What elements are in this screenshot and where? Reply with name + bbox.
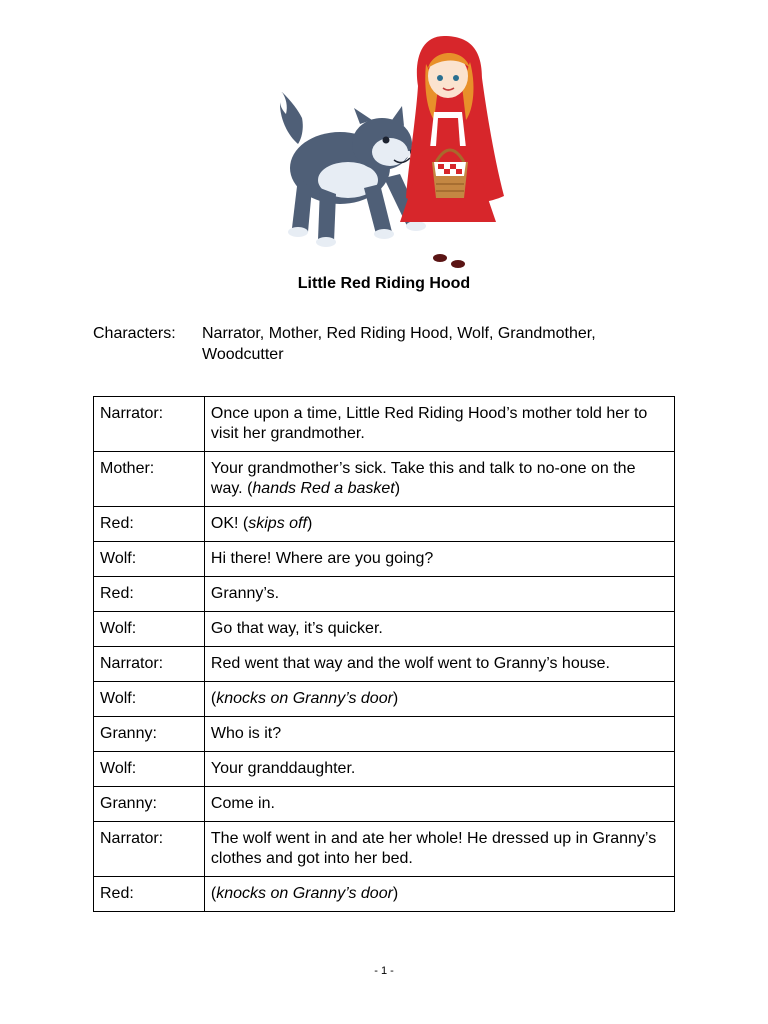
script-row: [94, 752, 675, 787]
dialogue-text: The wolf went in and ate her whole! He dressed up in Granny’s clothes and got into her bed.: [210, 830, 657, 867]
script-row: [94, 877, 675, 912]
speaker-cell: Wolf:: [94, 542, 205, 577]
script-row: [94, 507, 675, 542]
stage-direction: knocks on Granny’s door: [216, 885, 393, 902]
dialogue-cell: [204, 822, 674, 877]
script-row: [94, 682, 675, 717]
dialogue-text: Go that way, it’s quicker.: [210, 620, 383, 637]
speaker-cell: Red:: [94, 877, 205, 912]
page-number: - 1 -: [374, 965, 394, 977]
document-title: Little Red Riding Hood: [297, 275, 471, 292]
stage-direction: knocks on Granny’s door: [216, 690, 393, 707]
dialogue-text: Who is it?: [210, 725, 282, 742]
dialogue-cell: [204, 877, 674, 912]
script-row: [94, 787, 675, 822]
speaker-cell: Narrator:: [94, 397, 205, 452]
dialogue-text: (: [210, 690, 217, 707]
speaker-cell: Red:: [94, 577, 205, 612]
speaker-cell: Wolf:: [94, 752, 205, 787]
story-illustration: [268, 28, 520, 274]
dialogue-text: Come in.: [210, 795, 275, 812]
dialogue-cell: [204, 717, 674, 752]
speaker-cell: Wolf:: [94, 612, 205, 647]
dialogue-text: OK! (: [210, 515, 249, 532]
script-row: [94, 452, 675, 507]
stage-direction: skips off: [248, 515, 307, 532]
script-table: [93, 396, 675, 912]
script-row: [94, 647, 675, 682]
speaker-cell: Wolf:: [94, 682, 205, 717]
script-row: [94, 822, 675, 877]
speaker-cell: Granny:: [94, 787, 205, 822]
speaker-cell: Granny:: [94, 717, 205, 752]
speaker-cell: Mother:: [94, 452, 205, 507]
wolf-icon: [280, 92, 426, 247]
script-row: [94, 612, 675, 647]
dialogue-text: Red went that way and the wolf went to Granny’s house.: [210, 655, 610, 672]
dialogue-text: Once upon a time, Little Red Riding Hood’s mother told her to visit her grandmother.: [210, 405, 648, 442]
red-riding-hood-icon: [400, 36, 504, 268]
speaker-cell: Narrator:: [94, 647, 205, 682]
dialogue-text: ): [306, 515, 313, 532]
dialogue-text: Hi there! Where are you going?: [210, 550, 434, 567]
dialogue-cell: [204, 577, 674, 612]
dialogue-cell: [204, 752, 674, 787]
stage-direction: hands Red a basket: [252, 480, 395, 497]
dialogue-text: ): [394, 480, 401, 497]
characters-list: Narrator, Mother, Red Riding Hood, Wolf, Grandmother, Woodcutter: [202, 325, 596, 363]
script-row: [94, 717, 675, 752]
characters-label: Characters:: [93, 325, 176, 342]
dialogue-text: Your granddaughter.: [210, 760, 356, 777]
script-rows: [94, 397, 675, 912]
dialogue-cell: [204, 452, 674, 507]
dialogue-text: ): [392, 885, 399, 902]
dialogue-cell: [204, 397, 674, 452]
dialogue-text: Granny’s.: [210, 585, 280, 602]
dialogue-text: (: [210, 885, 217, 902]
speaker-cell: Narrator:: [94, 822, 205, 877]
dialogue-cell: [204, 647, 674, 682]
speaker-cell: Red:: [94, 507, 205, 542]
dialogue-text: Your grandmother’s sick. Take this and talk to no-one on the way. (: [210, 460, 636, 497]
dialogue-cell: [204, 682, 674, 717]
script-row: [94, 397, 675, 452]
dialogue-cell: [204, 542, 674, 577]
script-row: [94, 577, 675, 612]
dialogue-cell: [204, 612, 674, 647]
script-row: [94, 542, 675, 577]
dialogue-cell: [204, 787, 674, 822]
dialogue-text: ): [392, 690, 399, 707]
dialogue-cell: [204, 507, 674, 542]
